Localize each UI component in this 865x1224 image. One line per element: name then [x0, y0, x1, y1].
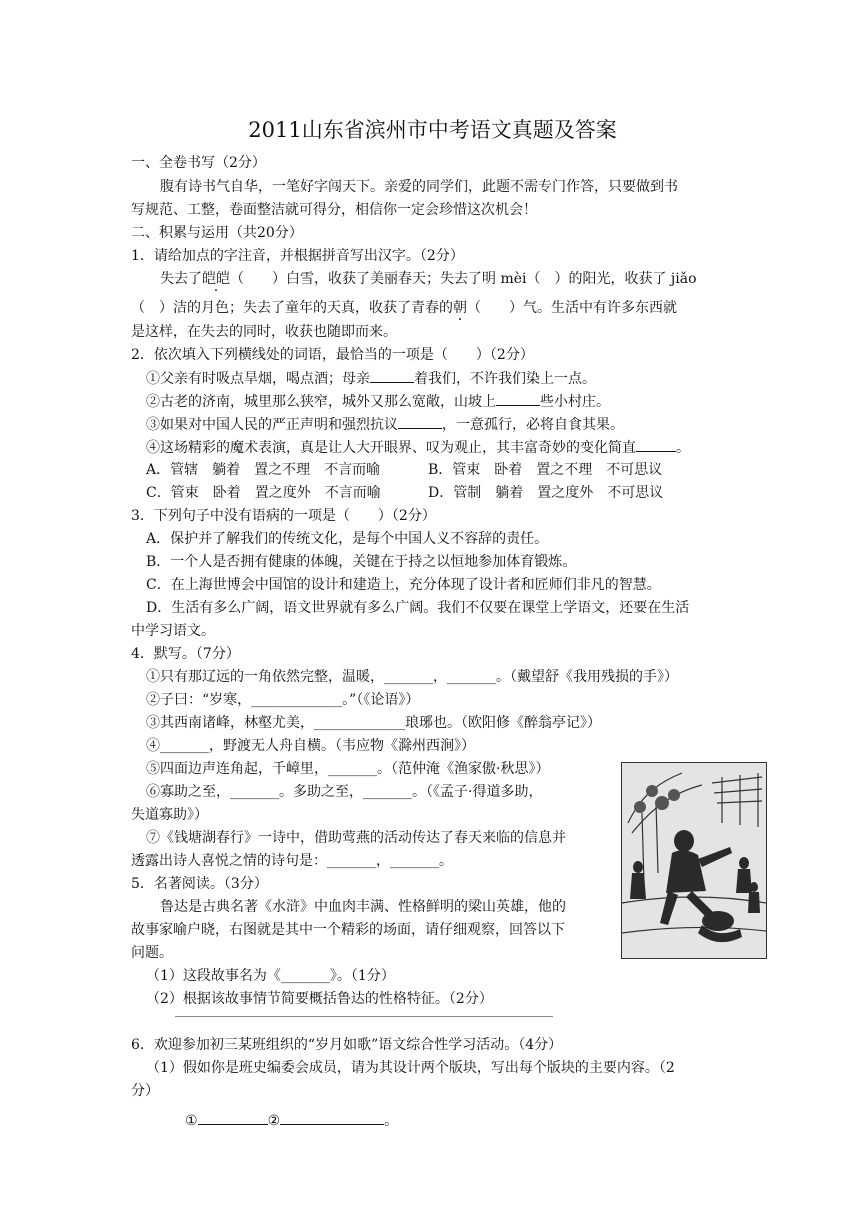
dictation-2: ②子曰：“岁寒，_____________。”（《论语》）	[146, 692, 420, 708]
text: ③如果对中国人民的严正声明和强烈抗议	[146, 417, 398, 433]
question-6-stem: 6．欢迎参加初三某班组织的“岁月如歌”语文综合性学习活动。（4分）	[131, 1037, 563, 1053]
question-4-stem: 4．默写。（7分）	[131, 646, 240, 662]
text: 着我们，不许我们染上一点。	[414, 371, 596, 387]
dictation-6-cont: 失道寡助》）	[131, 807, 208, 823]
page-title: 2011山东省滨州市中考语文真题及答案	[248, 118, 617, 142]
question-5-item-1: （1）这段故事名为《_______》。（1分）	[146, 968, 395, 984]
option-a: A．管辖 躺着 置之不理 不言而喻	[146, 462, 381, 478]
question-6-blanks	[185, 1110, 398, 1131]
question-3-option-d-cont: 中学习语文。	[131, 623, 215, 639]
section-1-text: 腹有诗书气自华，一笔好字闯天下。亲爱的同学们，此题不需专门作答，只要做到书	[160, 179, 678, 195]
section-1-heading: 一、全卷书写（2分）	[131, 155, 266, 171]
blank-line-2	[280, 1110, 384, 1125]
text: 些小村庄。	[540, 394, 610, 410]
dictation-5: ⑤四面边声连角起，千嶂里，_______。（范仲淹《渔家傲·秋思》）	[146, 761, 550, 777]
blank-line-1	[198, 1110, 268, 1125]
text: ①父亲有时吸点旱烟，喝点酒；母亲	[146, 371, 370, 387]
woodcut-illustration	[621, 762, 767, 959]
text: ，一意孤行，必将自食其果。	[442, 417, 624, 433]
blank-line	[398, 414, 442, 429]
text: 。	[384, 1113, 399, 1129]
question-1-line-3: 是这样，在失去的同时，收获也随即而来。	[131, 324, 397, 340]
question-5-text: 鲁达是古典名著《水浒》中血肉丰满、性格鲜明的梁山英雄，他的	[160, 899, 566, 915]
question-1-stem: 1．请给加点的字注音，并根据拼音写出汉字。（2分）	[131, 248, 464, 264]
option-d: D．管制 躺着 置之度外 不可思议	[428, 485, 664, 501]
blank-number-2: ②	[267, 1113, 281, 1129]
text: （ ）气。生活中有许多东西就	[467, 300, 677, 316]
blank-line	[636, 437, 676, 452]
text: （ ）白雪，收获了美丽春天；失去了明 mèi（ ）的阳光，收获了 jiǎo	[230, 271, 697, 287]
question-1-line-1	[160, 269, 697, 289]
text: 。	[676, 440, 690, 456]
question-2-sentence-3	[146, 414, 624, 435]
dictation-7: ⑦《钱塘湖春行》一诗中，借助莺燕的活动传达了春天来临的信息并	[146, 830, 566, 846]
question-6-item-1: （1）假如你是班史编委会成员，请为其设计两个版块，写出每个版块的主要内容。（2	[146, 1060, 675, 1076]
question-1-line-2	[131, 298, 677, 318]
option-c: C．管束 卧着 置之度外 不言而喻	[146, 485, 381, 501]
dotted-characters: 皑皑	[202, 271, 230, 287]
question-5-text-cont: 故事家喻户晓，右图就是其中一个精彩的场面，请仔细观察，回答以下	[131, 922, 565, 938]
question-3-stem: 3．下列句子中没有语病的一项是（ ）（2分）	[131, 508, 436, 524]
question-3-option-b: B．一个人是否拥有健康的体魄，关键在于持之以恒地参加体育锻炼。	[146, 554, 577, 570]
answer-line	[175, 1016, 553, 1017]
dictation-7-cont: 透露出诗人喜悦之情的诗句是：_______，_______。	[131, 853, 453, 869]
blank-line	[496, 391, 540, 406]
question-3-option-c: C．在上海世博会中国馆的设计和建造上，充分体现了设计者和匠师们非凡的智慧。	[146, 577, 661, 593]
illustration-drawing	[622, 763, 766, 958]
blank-number-1: ①	[185, 1113, 198, 1129]
dictation-6: ⑥寡助之至，_______。多助之至，_______。（《孟子·得道多助，	[146, 784, 543, 800]
question-2-sentence-4	[146, 437, 690, 458]
question-5-item-2: （2）根据该故事情节简要概括鲁达的性格特征。（2分）	[146, 991, 493, 1007]
option-b: B．管束 卧着 置之不理 不可思议	[428, 462, 663, 478]
text: 失去了	[160, 271, 202, 287]
dictation-4: ④_______，野渡无人舟自横。（韦应物《滁州西涧》）	[146, 738, 475, 754]
dotted-character: 朝	[453, 300, 467, 316]
text: （ ）洁的月色；失去了童年的天真，收获了青春的	[131, 300, 453, 316]
text: ④这场精彩的魔术表演，真是让人大开眼界、叹为观止，其丰富奇妙的变化简直	[146, 440, 636, 456]
question-2-sentence-1	[146, 368, 596, 389]
question-5-stem: 5．名著阅读。（3分）	[131, 876, 268, 892]
question-2-stem: 2．依次填入下列横线处的词语，最恰当的一项是（ ）（2分）	[131, 347, 534, 363]
dictation-3: ③其西南诸峰，林壑尤美，_____________琅琊也。（欧阳修《醉翁亭记》）	[146, 715, 601, 731]
question-5-text-end: 问题。	[131, 945, 173, 961]
blank-line	[370, 368, 414, 383]
question-3-option-a: A．保护并了解我们的传统文化，是每个中国人义不容辞的责任。	[146, 531, 549, 547]
question-3-option-d: D．生活有多么广阔，语文世界就有多么广阔。我们不仅要在课堂上学语文，还要在生活	[146, 600, 690, 616]
section-1-text-cont: 写规范、工整，卷面整洁就可得分，相信你一定会珍惜这次机会！	[131, 202, 537, 218]
dictation-1: ①只有那辽远的一角依然完整，温暖，_______，_______。（戴望舒《我用残损的手》）	[146, 669, 678, 685]
text: ②古老的济南，城里那么狭窄，城外又那么宽敞，山坡上	[146, 394, 496, 410]
question-2-sentence-2	[146, 391, 610, 412]
section-2-heading: 二、积累与运用（共20分）	[131, 225, 303, 241]
question-6-item-1-cont: 分）	[131, 1083, 159, 1099]
